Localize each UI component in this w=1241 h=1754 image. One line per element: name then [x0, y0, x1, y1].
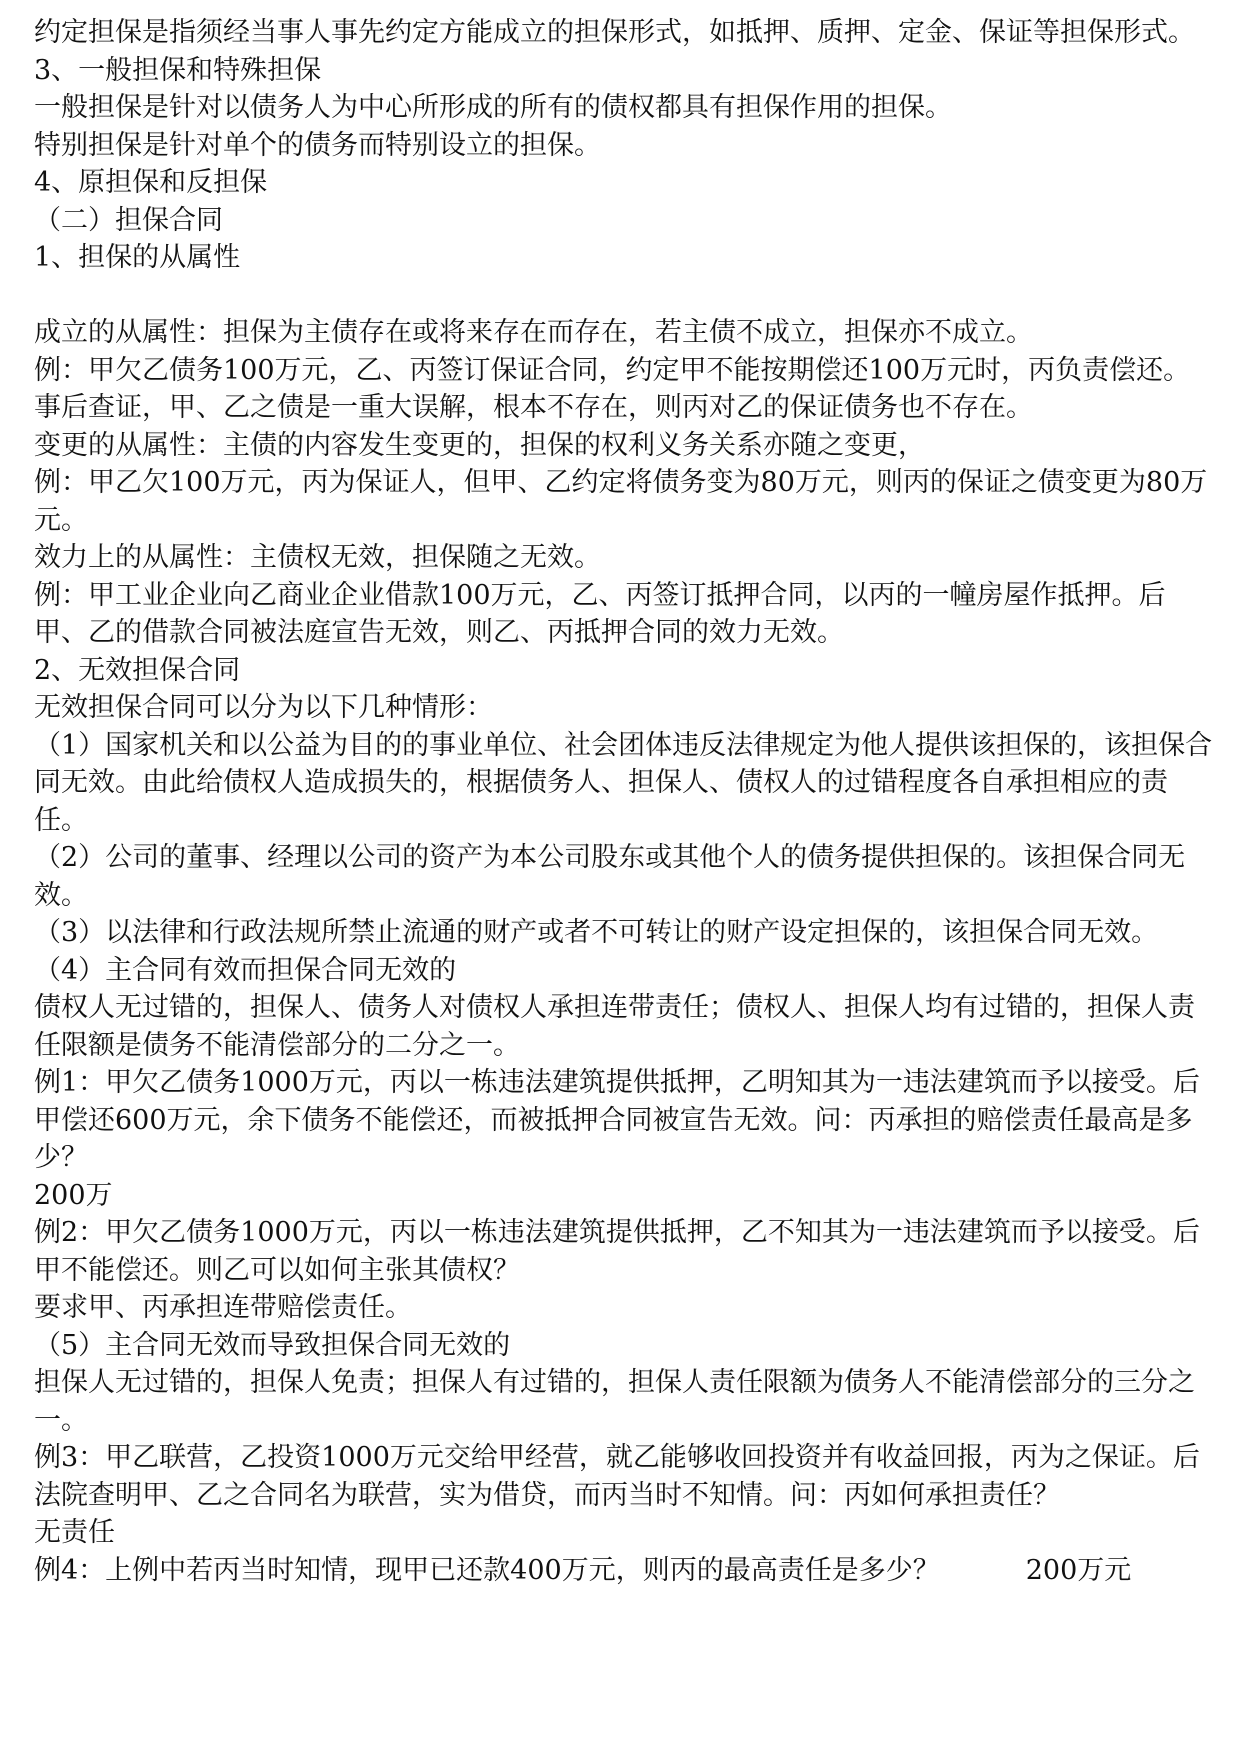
paragraph: 例2：甲欠乙债务1000万元，丙以一栋违法建筑提供抵押，乙不知其为一违法建筑而予以接受。后甲不能偿还。则乙可以如何主张其债权？ [34, 1217, 1200, 1286]
paragraph: 一般担保是针对以债务人为中心所形成的所有的债权都具有担保作用的担保。 [34, 92, 952, 123]
answer: 要求甲、丙承担连带赔偿责任。 [34, 1292, 412, 1323]
answer: 200万 [34, 1179, 113, 1211]
section-heading: 4、原担保和反担保 [34, 167, 268, 198]
blank-line [34, 277, 1214, 315]
paragraph: 例3：甲乙联营，乙投资1000万元交给甲经营，就乙能够收回投资并有收益回报，丙为之保证。后法院查明甲、乙之合同名为联营，实为借贷，而丙当时不知情。问：丙如何承担责任？ [34, 1442, 1200, 1511]
paragraph: 债权人无过错的，担保人、债务人对债权人承担连带责任；债权人、担保人均有过错的，担保人责任限额是债务不能清偿部分的二分之一。 [34, 992, 1195, 1061]
example-line [34, 1552, 1214, 1590]
paragraph: 约定担保是指须经当事人事先约定方能成立的担保形式，如抵押、质押、定金、保证等担保形式。 [34, 17, 1195, 48]
paragraph: 例：甲乙欠100万元，丙为保证人，但甲、乙约定将债务变为80万元，则丙的保证之债变更为80万元。 [34, 467, 1208, 536]
paragraph: 无效担保合同可以分为以下几种情形： [34, 692, 493, 723]
paragraph: 例：甲工业企业向乙商业企业借款100万元，乙、丙签订抵押合同，以丙的一幢房屋作抵押。后甲、乙的借款合同被法庭宣告无效，则乙、丙抵押合同的效力无效。 [34, 579, 1166, 648]
document-page [34, 14, 1214, 1589]
paragraph: （4）主合同有效而担保合同无效的 [34, 954, 457, 986]
paragraph: （2）公司的董事、经理以公司的资产为本公司股东或其他个人的债务提供担保的。该担保合同无效。 [34, 842, 1186, 911]
section-heading: 3、一般担保和特殊担保 [34, 54, 322, 86]
paragraph: 变更的从属性：主债的内容发生变更的，担保的权利义务关系亦随之变更， [34, 429, 925, 461]
paragraph: 例：甲欠乙债务100万元，乙、丙签订保证合同，约定甲不能按期偿还100万元时，丙负责偿还。事后查证，甲、乙之债是一重大误解，根本不存在，则丙对乙的保证债务也不存在。 [34, 354, 1191, 423]
example-question: 例4：上例中若丙当时知情，现甲已还款400万元，则丙的最高责任是多少？ [34, 1554, 940, 1586]
paragraph: 例1：甲欠乙债务1000万元，丙以一栋违法建筑提供抵押，乙明知其为一违法建筑而予以接受。后甲偿还600万元，余下债务不能偿还，而被抵押合同被宣告无效。问：丙承担的赔偿责任最高是多少？ [34, 1067, 1200, 1173]
paragraph: （1）国家机关和以公益为目的的事业单位、社会团体违反法律规定为他人提供该担保的，该担保合同无效。由此给债权人造成损失的，根据债务人、担保人、债权人的过错程度各自承担相应的责任。 [34, 729, 1213, 836]
answer: 无责任 [34, 1517, 115, 1548]
paragraph: （3）以法律和行政法规所禁止流通的财产或者不可转让的财产设定担保的，该担保合同无效。 [34, 917, 1159, 948]
paragraph: （5）主合同无效而导致担保合同无效的 [34, 1329, 511, 1361]
paragraph: 担保人无过错的，担保人免责；担保人有过错的，担保人责任限额为债务人不能清偿部分的三分之一。 [34, 1367, 1195, 1436]
section-heading: 1、担保的从属性 [34, 242, 241, 273]
chapter-heading: （二）担保合同 [34, 204, 223, 236]
paragraph: 特别担保是针对单个的债务而特别设立的担保。 [34, 129, 601, 161]
section-heading: 2、无效担保合同 [34, 654, 241, 686]
answer: 200万元 [1025, 1554, 1132, 1586]
paragraph: 成立的从属性：担保为主债存在或将来存在而存在，若主债不成立，担保亦不成立。 [34, 317, 1033, 348]
paragraph: 效力上的从属性：主债权无效，担保随之无效。 [34, 542, 601, 573]
